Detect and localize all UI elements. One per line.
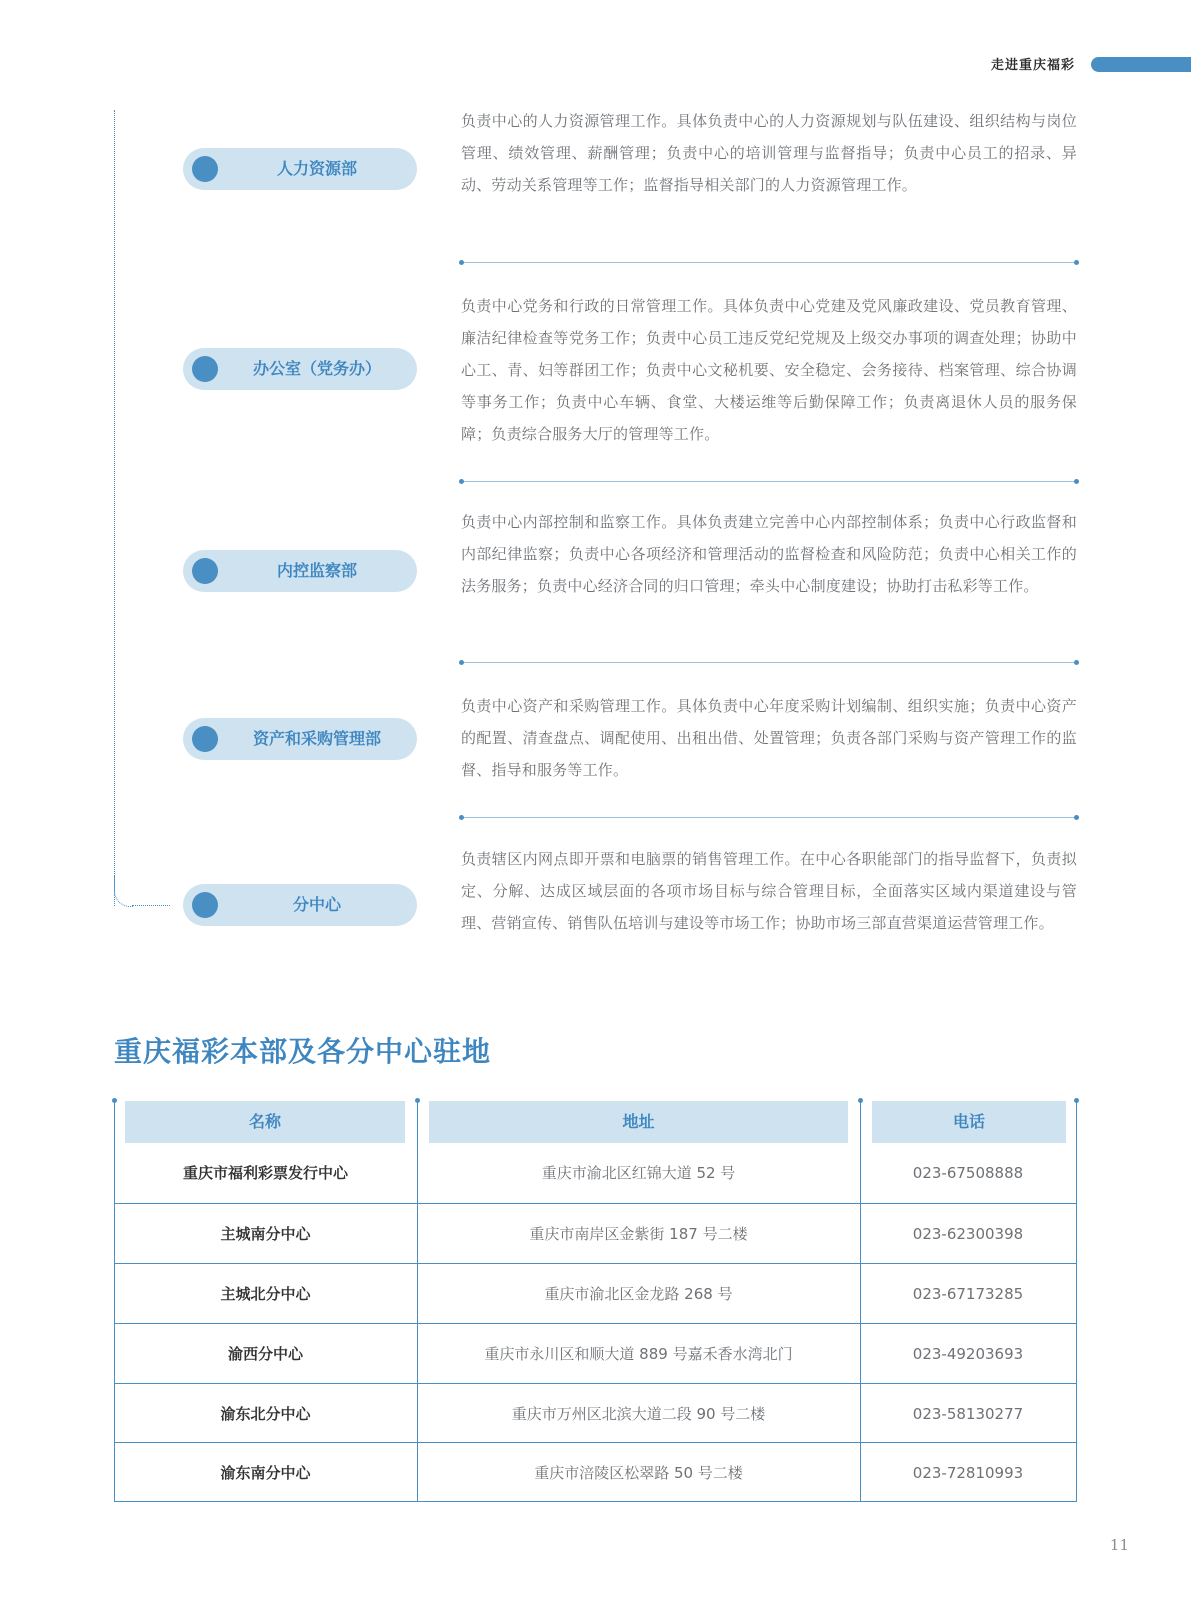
table-row <box>114 1383 1077 1444</box>
dept-dot-icon <box>192 356 218 382</box>
dept-dot-icon <box>192 726 218 752</box>
table-row <box>114 1263 1077 1324</box>
dept-dot-icon <box>192 892 218 918</box>
table-row <box>114 1323 1077 1384</box>
table-row <box>114 1442 1077 1503</box>
dept-pill-internal-control <box>183 550 417 592</box>
table-cell-address: 重庆市永川区和顺大道 889 号嘉禾香水湾北门 <box>484 1345 793 1363</box>
dept-dot-icon <box>192 156 218 182</box>
header-accent-bar <box>1091 57 1191 72</box>
dept-description: 负责中心内部控制和监察工作。具体负责建立完善中心内部控制体系；负责中心行政监督和内部纪律监察；负责中心各项经济和管理活动的监督检查和风险防范；负责中心相关工作的法务服务；负责中心经济合同的归口管理；牵头中心制度建设；协助打击私彩等工作。 <box>461 513 1077 595</box>
timeline-line <box>114 110 115 906</box>
section-divider <box>461 817 1077 818</box>
table-cell-phone: 023-58130277 <box>912 1405 1024 1423</box>
dept-description: 负责中心的人力资源管理工作。具体负责中心的人力资源规划与队伍建设、组织结构与岗位管理、绩效管理、薪酬管理；负责中心的培训管理与监督指导；负责中心员工的招录、异动、劳动关系管理等工作；监督指导相关部门的人力资源管理工作。 <box>461 112 1077 194</box>
dept-name: 资产和采购管理部 <box>252 729 381 748</box>
table-cell-address: 重庆市渝北区金龙路 268 号 <box>544 1285 733 1303</box>
dept-pill-assets <box>183 718 417 760</box>
table-cell-phone: 023-62300398 <box>912 1225 1024 1243</box>
dept-name: 办公室（党务办） <box>252 359 381 378</box>
table-cell-name: 主城南分中心 <box>220 1225 311 1243</box>
table-row <box>114 1203 1077 1264</box>
table-cell-name: 渝东北分中心 <box>220 1405 311 1423</box>
dept-description: 负责中心资产和采购管理工作。具体负责中心年度采购计划编制、组织实施；负责中心资产的配置、清查盘点、调配使用、出租出借、处置管理；负责各部门采购与资产管理工作的监督、指导和服务等工作。 <box>461 697 1077 779</box>
dept-pill-branch <box>183 884 417 926</box>
locations-title: 重庆福彩本部及各分中心驻地 <box>114 1035 492 1068</box>
table-cell-address: 重庆市渝北区红锦大道 52 号 <box>541 1164 736 1182</box>
table-cell-name: 重庆市福利彩票发行中心 <box>182 1164 348 1182</box>
column-dot <box>112 1098 117 1103</box>
timeline-branch <box>132 905 170 906</box>
timeline-corner <box>114 876 133 907</box>
dept-pill-office <box>183 348 417 390</box>
dept-dot-icon <box>192 558 218 584</box>
section-divider <box>461 481 1077 482</box>
table-cell-phone: 023-49203693 <box>912 1345 1024 1363</box>
table-cell-address: 重庆市涪陵区松翠路 50 号二楼 <box>534 1464 743 1482</box>
column-dot <box>415 1098 420 1103</box>
table-cell-name: 主城北分中心 <box>220 1285 311 1303</box>
table-cell-address: 重庆市万州区北滨大道二段 90 号二楼 <box>511 1405 766 1423</box>
table-cell-phone: 023-72810993 <box>912 1464 1024 1482</box>
table-row <box>114 1143 1077 1203</box>
table-cell-phone: 023-67508888 <box>912 1164 1024 1182</box>
header-section-label: 走进重庆福彩 <box>990 58 1075 73</box>
section-divider <box>461 262 1077 263</box>
table-bottom-border <box>114 1501 1077 1502</box>
table-cell-address: 重庆市南岸区金紫街 187 号二楼 <box>529 1225 748 1243</box>
table-cell-phone: 023-67173285 <box>912 1285 1024 1303</box>
dept-name: 内控监察部 <box>276 561 357 580</box>
dept-name: 人力资源部 <box>276 159 357 178</box>
dept-pill-hr <box>183 148 417 190</box>
page-number: 11 <box>1109 1536 1129 1554</box>
column-dot <box>858 1098 863 1103</box>
dept-description: 负责中心党务和行政的日常管理工作。具体负责中心党建及党风廉政建设、党员教育管理、廉洁纪律检查等党务工作；负责中心员工违反党纪党规及上级交办事项的调查处理；协助中心工、青、妇等群团工作；负责中心文秘机要、安全稳定、会务接待、档案管理、综合协调等事务工作；负责中心车辆、食堂、大楼运维等后勤保障工作；负责离退休人员的服务保障；负责综合服务大厅的管理等工作。 <box>461 297 1077 443</box>
table-header-phone: 电话 <box>872 1101 1066 1143</box>
dept-description: 负责辖区内网点即开票和电脑票的销售管理工作。在中心各职能部门的指导监督下，负责拟定、分解、达成区域层面的各项市场目标与综合管理目标，全面落实区域内渠道建设与管理、营销宣传、销售队伍培训与建设等市场工作；协助市场三部直营渠道运营管理工作。 <box>461 850 1077 932</box>
locations-table <box>114 1101 1077 1502</box>
column-dot <box>1074 1098 1079 1103</box>
table-header-address: 地址 <box>429 1101 848 1143</box>
table-cell-name: 渝西分中心 <box>227 1345 303 1363</box>
dept-name: 分中心 <box>292 895 341 914</box>
section-divider <box>461 662 1077 663</box>
table-cell-name: 渝东南分中心 <box>220 1464 311 1482</box>
table-header-name: 名称 <box>125 1101 405 1143</box>
